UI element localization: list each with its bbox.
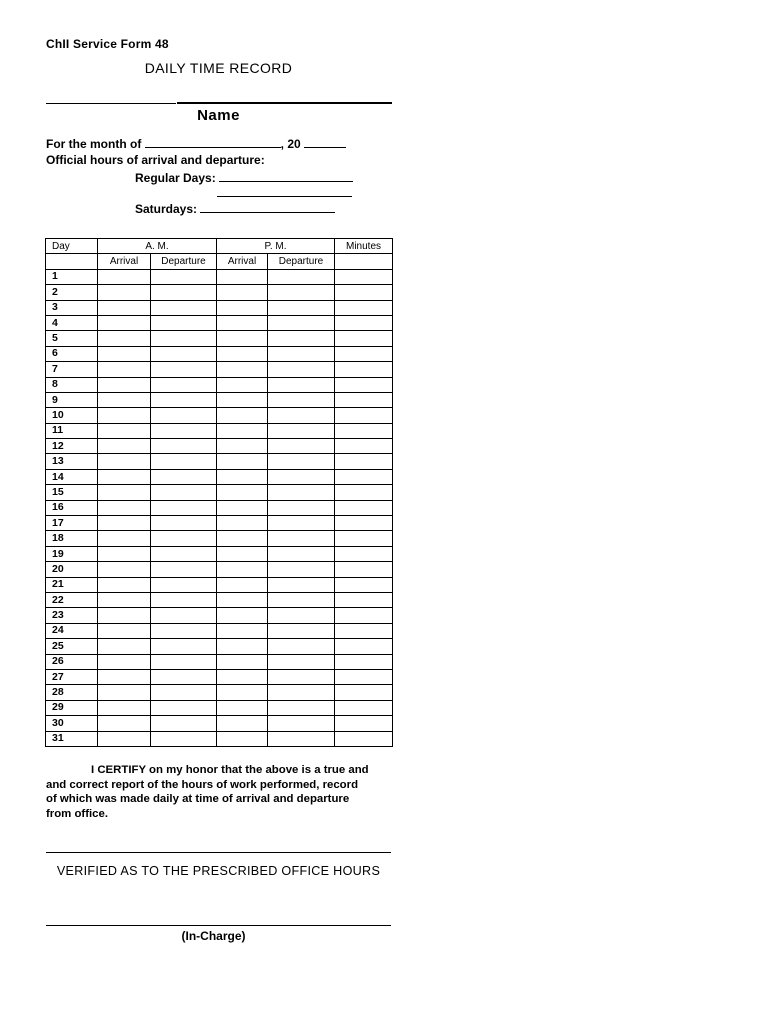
pm-arrival-cell[interactable]: [217, 562, 268, 577]
am-departure-cell[interactable]: [151, 516, 217, 531]
am-departure-cell[interactable]: [151, 485, 217, 500]
am-arrival-cell[interactable]: [98, 408, 151, 423]
am-departure-cell[interactable]: [151, 285, 217, 300]
pm-departure-cell[interactable]: [268, 346, 335, 361]
pm-departure-cell[interactable]: [268, 269, 335, 284]
day-cell: 6: [46, 346, 98, 361]
day-cell: 10: [46, 408, 98, 423]
am-arrival-cell[interactable]: [98, 377, 151, 392]
day-cell: 17: [46, 516, 98, 531]
table-row: [46, 731, 393, 746]
pm-arrival-cell[interactable]: [217, 500, 268, 515]
table-row: [46, 392, 393, 407]
am-arrival-cell[interactable]: [98, 608, 151, 623]
minutes-cell[interactable]: [335, 392, 393, 407]
pm-departure-cell[interactable]: [268, 546, 335, 561]
am-arrival-cell[interactable]: [98, 654, 151, 669]
pm-arrival-cell[interactable]: [217, 362, 268, 377]
pm-departure-cell[interactable]: [268, 685, 335, 700]
am-departure-cell[interactable]: [151, 531, 217, 546]
pm-departure-cell[interactable]: [268, 623, 335, 638]
day-subheader-blank: [46, 254, 98, 269]
pm-arrival-cell[interactable]: [217, 485, 268, 500]
day-cell: 5: [46, 331, 98, 346]
pm-arrival-cell[interactable]: [217, 269, 268, 284]
am-departure-cell[interactable]: [151, 731, 217, 746]
pm-arrival-cell[interactable]: [217, 439, 268, 454]
day-cell: 13: [46, 454, 98, 469]
table-row: [46, 315, 393, 330]
pm-departure-cell[interactable]: [268, 654, 335, 669]
am-arrival-cell[interactable]: [98, 577, 151, 592]
pm-header: P. M.: [217, 239, 335, 254]
table-row: [46, 516, 393, 531]
table-row: [46, 500, 393, 515]
time-record-body: [46, 269, 393, 746]
minutes-header: Minutes: [335, 239, 393, 254]
am-arrival-cell[interactable]: [98, 315, 151, 330]
regular-days-field[interactable]: [219, 170, 353, 182]
pm-departure-cell[interactable]: [268, 639, 335, 654]
pm-departure-cell[interactable]: [268, 608, 335, 623]
table-row: [46, 562, 393, 577]
pm-departure-cell[interactable]: [268, 577, 335, 592]
table-row: [46, 592, 393, 607]
day-cell: 11: [46, 423, 98, 438]
table-header-row-2: [46, 254, 393, 269]
am-arrival-cell[interactable]: [98, 485, 151, 500]
day-cell: 4: [46, 315, 98, 330]
minutes-subheader-blank: [335, 254, 393, 269]
minutes-cell[interactable]: [335, 408, 393, 423]
verified-label: VERIFIED AS TO THE PRESCRIBED OFFICE HOURS: [56, 864, 381, 878]
table-row: [46, 454, 393, 469]
am-arrival-cell[interactable]: [98, 285, 151, 300]
pm-departure-cell[interactable]: [268, 454, 335, 469]
pm-arrival-header: Arrival: [217, 254, 268, 269]
pm-departure-cell[interactable]: [268, 377, 335, 392]
pm-arrival-cell[interactable]: [217, 285, 268, 300]
table-row: [46, 716, 393, 731]
pm-departure-cell[interactable]: [268, 531, 335, 546]
table-row: [46, 469, 393, 484]
table-row: [46, 700, 393, 715]
am-arrival-cell[interactable]: [98, 300, 151, 315]
minutes-cell[interactable]: [335, 546, 393, 561]
table-row: [46, 439, 393, 454]
am-departure-cell[interactable]: [151, 315, 217, 330]
am-departure-cell[interactable]: [151, 577, 217, 592]
minutes-cell[interactable]: [335, 731, 393, 746]
minutes-cell[interactable]: [335, 377, 393, 392]
am-departure-cell[interactable]: [151, 454, 217, 469]
day-cell: 28: [46, 685, 98, 700]
am-arrival-cell[interactable]: [98, 716, 151, 731]
day-cell: 3: [46, 300, 98, 315]
pm-arrival-cell[interactable]: [217, 516, 268, 531]
day-cell: 14: [46, 469, 98, 484]
table-row: [46, 685, 393, 700]
am-departure-header: Departure: [151, 254, 217, 269]
minutes-cell[interactable]: [335, 531, 393, 546]
am-arrival-cell[interactable]: [98, 392, 151, 407]
minutes-cell[interactable]: [335, 700, 393, 715]
official-hours-label: Official hours of arrival and departure:: [46, 153, 265, 167]
minutes-cell[interactable]: [335, 623, 393, 638]
minutes-cell[interactable]: [335, 469, 393, 484]
minutes-cell[interactable]: [335, 500, 393, 515]
regular-days-second-line[interactable]: [217, 196, 352, 197]
pm-departure-header: Departure: [268, 254, 335, 269]
minutes-cell[interactable]: [335, 639, 393, 654]
table-row: [46, 485, 393, 500]
minutes-cell[interactable]: [335, 454, 393, 469]
regular-days-label: Regular Days:: [135, 171, 216, 185]
table-row: [46, 408, 393, 423]
minutes-cell[interactable]: [335, 608, 393, 623]
am-arrival-cell[interactable]: [98, 331, 151, 346]
pm-arrival-cell[interactable]: [217, 577, 268, 592]
pm-arrival-cell[interactable]: [217, 592, 268, 607]
month-label: For the month of: [46, 137, 142, 151]
pm-arrival-cell[interactable]: [217, 685, 268, 700]
am-arrival-cell[interactable]: [98, 623, 151, 638]
am-departure-cell[interactable]: [151, 362, 217, 377]
pm-arrival-cell[interactable]: [217, 408, 268, 423]
pm-arrival-cell[interactable]: [217, 423, 268, 438]
day-cell: 7: [46, 362, 98, 377]
am-arrival-cell[interactable]: [98, 346, 151, 361]
day-cell: 8: [46, 377, 98, 392]
am-departure-cell[interactable]: [151, 716, 217, 731]
am-departure-cell[interactable]: [151, 546, 217, 561]
pm-arrival-cell[interactable]: [217, 300, 268, 315]
am-departure-cell[interactable]: [151, 300, 217, 315]
pm-arrival-cell[interactable]: [217, 623, 268, 638]
am-arrival-cell[interactable]: [98, 531, 151, 546]
minutes-cell[interactable]: [335, 685, 393, 700]
table-row: [46, 362, 393, 377]
table-row: [46, 269, 393, 284]
am-arrival-cell[interactable]: [98, 685, 151, 700]
am-departure-cell[interactable]: [151, 331, 217, 346]
am-departure-cell[interactable]: [151, 269, 217, 284]
day-cell: 29: [46, 700, 98, 715]
minutes-cell[interactable]: [335, 331, 393, 346]
certification-line-4: from office.: [46, 807, 109, 820]
am-departure-cell[interactable]: [151, 500, 217, 515]
day-cell: 12: [46, 439, 98, 454]
day-cell: 1: [46, 269, 98, 284]
pm-arrival-cell[interactable]: [217, 608, 268, 623]
day-cell: 16: [46, 500, 98, 515]
minutes-cell[interactable]: [335, 315, 393, 330]
certification-line-1: I CERTIFY on my honor that the above is a true and: [91, 764, 369, 776]
table-row: [46, 669, 393, 684]
am-departure-cell[interactable]: [151, 423, 217, 438]
minutes-cell[interactable]: [335, 485, 393, 500]
pm-arrival-cell[interactable]: [217, 454, 268, 469]
minutes-cell[interactable]: [335, 346, 393, 361]
in-charge-signature-line[interactable]: [46, 925, 391, 926]
am-arrival-cell[interactable]: [98, 639, 151, 654]
am-departure-cell[interactable]: [151, 608, 217, 623]
am-arrival-cell[interactable]: [98, 362, 151, 377]
table-row: [46, 639, 393, 654]
am-departure-cell[interactable]: [151, 469, 217, 484]
pm-arrival-cell[interactable]: [217, 639, 268, 654]
am-arrival-cell[interactable]: [98, 500, 151, 515]
table-row: [46, 623, 393, 638]
table-row: [46, 346, 393, 361]
day-cell: 18: [46, 531, 98, 546]
pm-departure-cell[interactable]: [268, 300, 335, 315]
minutes-cell[interactable]: [335, 577, 393, 592]
in-charge-label: (In-Charge): [181, 929, 246, 943]
pm-departure-cell[interactable]: [268, 331, 335, 346]
pm-departure-cell[interactable]: [268, 562, 335, 577]
day-cell: 26: [46, 654, 98, 669]
am-departure-cell[interactable]: [151, 346, 217, 361]
day-cell: 25: [46, 639, 98, 654]
am-departure-cell[interactable]: [151, 392, 217, 407]
name-signature-line-left: [46, 103, 176, 104]
day-cell: 22: [46, 592, 98, 607]
employee-signature-line[interactable]: [46, 852, 391, 853]
pm-arrival-cell[interactable]: [217, 377, 268, 392]
am-arrival-cell[interactable]: [98, 269, 151, 284]
day-header: Day: [46, 239, 98, 254]
time-record-table: [45, 238, 393, 747]
minutes-cell[interactable]: [335, 269, 393, 284]
pm-arrival-cell[interactable]: [217, 392, 268, 407]
day-cell: 23: [46, 608, 98, 623]
minutes-cell[interactable]: [335, 285, 393, 300]
am-arrival-header: Arrival: [98, 254, 151, 269]
pm-arrival-cell[interactable]: [217, 731, 268, 746]
table-row: [46, 377, 393, 392]
day-cell: 20: [46, 562, 98, 577]
am-departure-cell[interactable]: [151, 408, 217, 423]
minutes-cell[interactable]: [335, 669, 393, 684]
table-header-row-1: [46, 239, 393, 254]
regular-days-row: [135, 170, 353, 185]
day-cell: 2: [46, 285, 98, 300]
am-arrival-cell[interactable]: [98, 546, 151, 561]
pm-departure-cell[interactable]: [268, 700, 335, 715]
minutes-cell[interactable]: [335, 654, 393, 669]
pm-arrival-cell[interactable]: [217, 669, 268, 684]
am-departure-cell[interactable]: [151, 654, 217, 669]
table-row: [46, 608, 393, 623]
pm-departure-cell[interactable]: [268, 469, 335, 484]
am-arrival-cell[interactable]: [98, 516, 151, 531]
am-departure-cell[interactable]: [151, 562, 217, 577]
pm-arrival-cell[interactable]: [217, 700, 268, 715]
table-row: [46, 531, 393, 546]
am-header: A. M.: [98, 239, 217, 254]
table-row: [46, 546, 393, 561]
pm-departure-cell[interactable]: [268, 315, 335, 330]
am-arrival-cell[interactable]: [98, 469, 151, 484]
certification-text: [46, 763, 381, 821]
minutes-cell[interactable]: [335, 516, 393, 531]
document-title: DAILY TIME RECORD: [144, 60, 293, 76]
year-field[interactable]: [304, 136, 346, 148]
day-cell: 27: [46, 669, 98, 684]
saturdays-label: Saturdays:: [135, 202, 198, 216]
am-departure-cell[interactable]: [151, 623, 217, 638]
am-arrival-cell[interactable]: [98, 423, 151, 438]
pm-departure-cell[interactable]: [268, 439, 335, 454]
month-field[interactable]: [145, 136, 281, 148]
minutes-cell[interactable]: [335, 300, 393, 315]
minutes-cell[interactable]: [335, 716, 393, 731]
am-departure-cell[interactable]: [151, 592, 217, 607]
day-cell: 30: [46, 716, 98, 731]
certification-line-3: of which was made daily at time of arrival and departure: [46, 793, 350, 806]
form-number: ChII Service Form 48: [46, 37, 169, 51]
pm-arrival-cell[interactable]: [217, 346, 268, 361]
saturdays-field[interactable]: [200, 201, 335, 213]
am-arrival-cell[interactable]: [98, 669, 151, 684]
minutes-cell[interactable]: [335, 562, 393, 577]
am-departure-cell[interactable]: [151, 377, 217, 392]
certification-line-2: and correct report of the hours of work performed, record: [46, 778, 359, 791]
am-departure-cell[interactable]: [151, 685, 217, 700]
pm-departure-cell[interactable]: [268, 669, 335, 684]
minutes-cell[interactable]: [335, 423, 393, 438]
name-signature-line-right[interactable]: [177, 102, 392, 104]
day-cell: 19: [46, 546, 98, 561]
table-row: [46, 423, 393, 438]
table-row: [46, 331, 393, 346]
minutes-cell[interactable]: [335, 362, 393, 377]
pm-departure-cell[interactable]: [268, 485, 335, 500]
am-departure-cell[interactable]: [151, 669, 217, 684]
table-row: [46, 654, 393, 669]
am-arrival-cell[interactable]: [98, 700, 151, 715]
pm-departure-cell[interactable]: [268, 516, 335, 531]
pm-departure-cell[interactable]: [268, 408, 335, 423]
name-label: Name: [197, 107, 240, 124]
am-arrival-cell[interactable]: [98, 731, 151, 746]
pm-departure-cell[interactable]: [268, 362, 335, 377]
year-prefix: , 20: [280, 137, 301, 151]
pm-arrival-cell[interactable]: [217, 531, 268, 546]
minutes-cell[interactable]: [335, 592, 393, 607]
day-cell: 21: [46, 577, 98, 592]
pm-departure-cell[interactable]: [268, 285, 335, 300]
am-arrival-cell[interactable]: [98, 562, 151, 577]
table-row: [46, 285, 393, 300]
day-cell: 24: [46, 623, 98, 638]
minutes-cell[interactable]: [335, 439, 393, 454]
pm-arrival-cell[interactable]: [217, 546, 268, 561]
day-cell: 9: [46, 392, 98, 407]
saturdays-row: [135, 201, 335, 216]
pm-arrival-cell[interactable]: [217, 315, 268, 330]
pm-departure-cell[interactable]: [268, 731, 335, 746]
pm-departure-cell[interactable]: [268, 423, 335, 438]
day-cell: 31: [46, 731, 98, 746]
am-departure-cell[interactable]: [151, 700, 217, 715]
pm-departure-cell[interactable]: [268, 392, 335, 407]
month-row: [46, 136, 346, 151]
pm-departure-cell[interactable]: [268, 592, 335, 607]
am-departure-cell[interactable]: [151, 439, 217, 454]
pm-departure-cell[interactable]: [268, 716, 335, 731]
pm-departure-cell[interactable]: [268, 500, 335, 515]
day-cell: 15: [46, 485, 98, 500]
table-row: [46, 300, 393, 315]
am-arrival-cell[interactable]: [98, 439, 151, 454]
pm-arrival-cell[interactable]: [217, 331, 268, 346]
pm-arrival-cell[interactable]: [217, 469, 268, 484]
am-departure-cell[interactable]: [151, 639, 217, 654]
table-row: [46, 577, 393, 592]
pm-arrival-cell[interactable]: [217, 716, 268, 731]
am-arrival-cell[interactable]: [98, 454, 151, 469]
pm-arrival-cell[interactable]: [217, 654, 268, 669]
am-arrival-cell[interactable]: [98, 592, 151, 607]
